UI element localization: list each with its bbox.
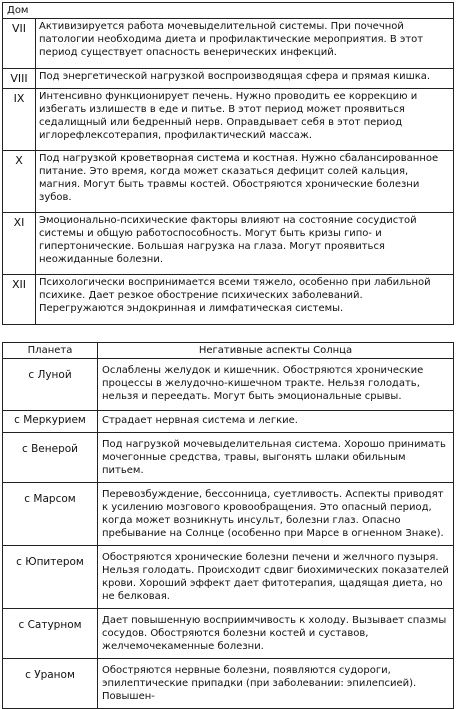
aspect-description: Перевозбуждение, бессонница, суетливость. Аспекты приводят к усилению мозгового кровообращения. Это опасный период, когда может возникнуть инсульт, болезни глаз. Опасно пребывание на Солнце (особенно при Марсе в огненном Знаке). (98, 483, 454, 546)
house-number: VIII (3, 69, 36, 89)
house-description: Интенсивно функционирует печень. Нужно проводить ее коррекцию и избегать излишеств в еде и питье. В этот период может проявиться седалищный или бедренный нерв. Оправдывает себя в этот период иглорефлексотерапия, профилактический массаж. (36, 89, 454, 151)
house-description: Активизируется работа мочевыделительной системы. При почечной патологии необходима диета и профилактические мероприятия. В этот период существует опасность венерических инфекций. (36, 19, 454, 69)
house-number: VII (3, 19, 36, 69)
planet-cell: с Марсом (3, 483, 98, 546)
planet-cell: с Луной (3, 359, 98, 411)
planet-cell: с Сатурном (3, 609, 98, 659)
aspect-description: Ослаблены желудок и кишечник. Обостряются хронические процессы в желудочно-кишечном тракте. Нельзя голодать, нельзя и переедать. Могут быть эмоциональные срывы. (98, 359, 454, 411)
description-column-header: Негативные аспекты Солнца (98, 343, 454, 359)
planet-cell: с Ураном (3, 659, 98, 709)
aspect-description: Обостряются нервные болезни, появляются судороги, эпилептические припадки (при заболевании: эпилепсией). Повышен- (98, 659, 454, 709)
houses-table (2, 2, 454, 325)
house-description: Под энергетической нагрузкой воспроизводящая сфера и прямая кишка. (36, 69, 454, 89)
house-number: XII (3, 275, 36, 325)
house-description: Психологически воспринимается всеми тяжело, особенно при лабильной психике. Дает резкое обострение психических заболеваний. Перегружаются эндокринная и лимфатическая системы. (36, 275, 454, 325)
planet-column-header: Планета (3, 343, 98, 359)
planet-cell: с Меркурием (3, 411, 98, 433)
planet-cell: с Венерой (3, 433, 98, 483)
planet-cell: с Юпитером (3, 546, 98, 609)
solar-aspects-table (2, 342, 454, 709)
house-number: XI (3, 213, 36, 275)
house-number: X (3, 151, 36, 213)
house-description: Под нагрузкой кроветворная система и костная. Нужно сбалансированное питание. Это время, когда может сказаться дефицит солей кальция, магния. Могут быть травмы костей. Обостряются хронические болезни зубов. (36, 151, 454, 213)
aspect-description: Страдает нервная система и легкие. (98, 411, 454, 433)
houses-header: Дом (3, 3, 454, 19)
aspect-description: Дает повышенную восприимчивость к холоду. Вызывает спазмы сосудов. Обостряются болезни костей и суставов, желчемочекаменные болезни. (98, 609, 454, 659)
aspect-description: Обостряются хронические болезни печени и желчного пузыря. Нельзя голодать. Происходит сдвиг биохимических показателей крови. Хороший эффект дает фитотерапия, щадящая диета, но не белковая. (98, 546, 454, 609)
house-description: Эмоционально-психические факторы влияют на состояние сосудистой системы и общую работоспособность. Могут быть кризы гипо- и гипертонические. Большая нагрузка на глаза. Могут проявиться неожиданные болезни. (36, 213, 454, 275)
house-number: IX (3, 89, 36, 151)
aspect-description: Под нагрузкой мочевыделительная система. Хорошо принимать мочегонные средства, травы, выгонять шлаки обильным питьем. (98, 433, 454, 483)
